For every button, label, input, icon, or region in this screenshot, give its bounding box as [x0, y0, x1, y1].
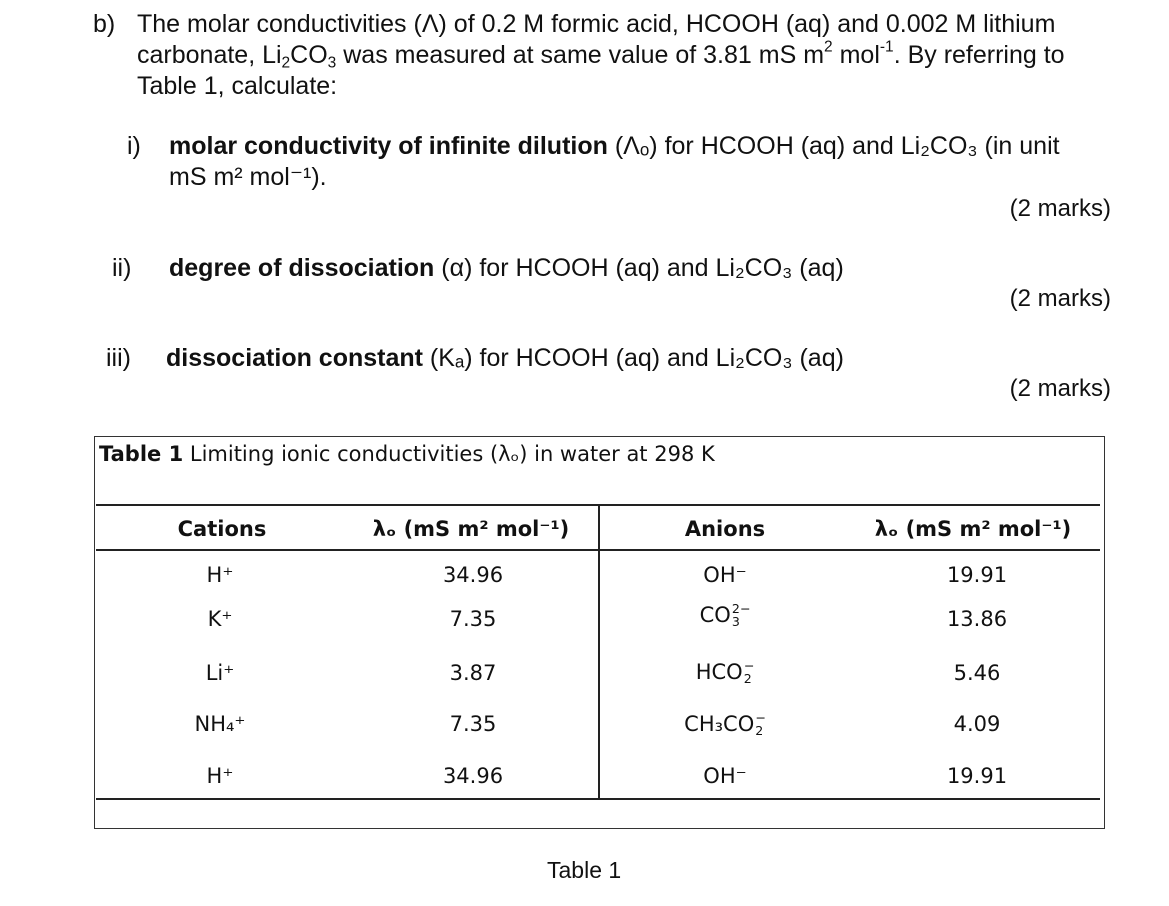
header-cation-conductivity: λₒ (mS m² mol⁻¹) — [372, 517, 570, 541]
question-line-1: The molar conductivities (Λ) of 0.2 M formic acid, HCOOH (aq) and 0.002 M lithium — [137, 10, 1056, 38]
header-anion-conductivity: λₒ (mS m² mol⁻¹) — [874, 517, 1072, 541]
table-cell-anion-value: 5.46 — [953, 661, 1001, 685]
table-cell-anion: OH⁻ — [703, 764, 747, 788]
table-cell-cation: Li⁺ — [205, 661, 235, 685]
part-iii-text: dissociation constant (Kₐ) for HCOOH (aq) and Li₂CO₃ (aq) — [166, 344, 844, 372]
table-cell-anion: OH⁻ — [703, 563, 747, 587]
header-anions: Anions — [684, 517, 766, 541]
table-caption: Table 1 Limiting ionic conductivities (λₒ) in water at 298 K — [99, 442, 715, 466]
table-cell-anion: HCO − 2 — [695, 658, 755, 686]
question-line-3: Table 1, calculate: — [137, 72, 338, 100]
table-cell-anion-value: 19.91 — [946, 764, 1008, 788]
table-cell-cation: H⁺ — [206, 764, 234, 788]
table-cell-cation: NH₄⁺ — [194, 712, 246, 736]
table-cell-cation-value: 34.96 — [442, 563, 504, 587]
table-cell-cation: H⁺ — [206, 563, 234, 587]
table-column-divider — [598, 505, 600, 799]
table-cell-cation-value: 7.35 — [449, 712, 497, 736]
header-cations: Cations — [177, 517, 267, 541]
table-cell-anion-value: 4.09 — [953, 712, 1001, 736]
part-ii-text: degree of dissociation (α) for HCOOH (aq) and Li₂CO₃ (aq) — [169, 254, 844, 282]
table-cell-cation-value: 34.96 — [442, 764, 504, 788]
part-i-text-line-2: mS m² mol⁻¹). — [169, 163, 327, 191]
part-i-marks: (2 marks) — [1009, 195, 1111, 222]
table-cell-anion: CO 2− 3 — [699, 601, 751, 629]
table-cell-anion-value: 19.91 — [946, 563, 1008, 587]
part-iii-marks: (2 marks) — [1009, 375, 1111, 402]
part-i-text: molar conductivity of infinite dilution (Λₒ) for HCOOH (aq) and Li₂CO₃ (in unit — [169, 132, 1060, 160]
part-iii-label: iii) — [106, 344, 131, 372]
part-ii-marks: (2 marks) — [1009, 285, 1111, 312]
table-cell-cation: K⁺ — [207, 607, 233, 631]
question-label: b) — [93, 10, 116, 38]
table-cell-cation-value: 3.87 — [449, 661, 497, 685]
table-cell-cation-value: 7.35 — [449, 607, 497, 631]
table-cell-anion-value: 13.86 — [946, 607, 1008, 631]
part-ii-label: ii) — [112, 254, 132, 282]
question-line-2: carbonate, $Li_2CO_3$ was measured at same value of 3.81 mS $m^2$ mol$^{-1}$. By referring to — [137, 38, 1065, 72]
conductivity-table — [94, 436, 1105, 829]
part-i-label: i) — [127, 132, 141, 160]
table-cell-anion: CH₃CO − 2 — [684, 710, 766, 738]
table-footer-label: Table 1 — [547, 857, 622, 883]
